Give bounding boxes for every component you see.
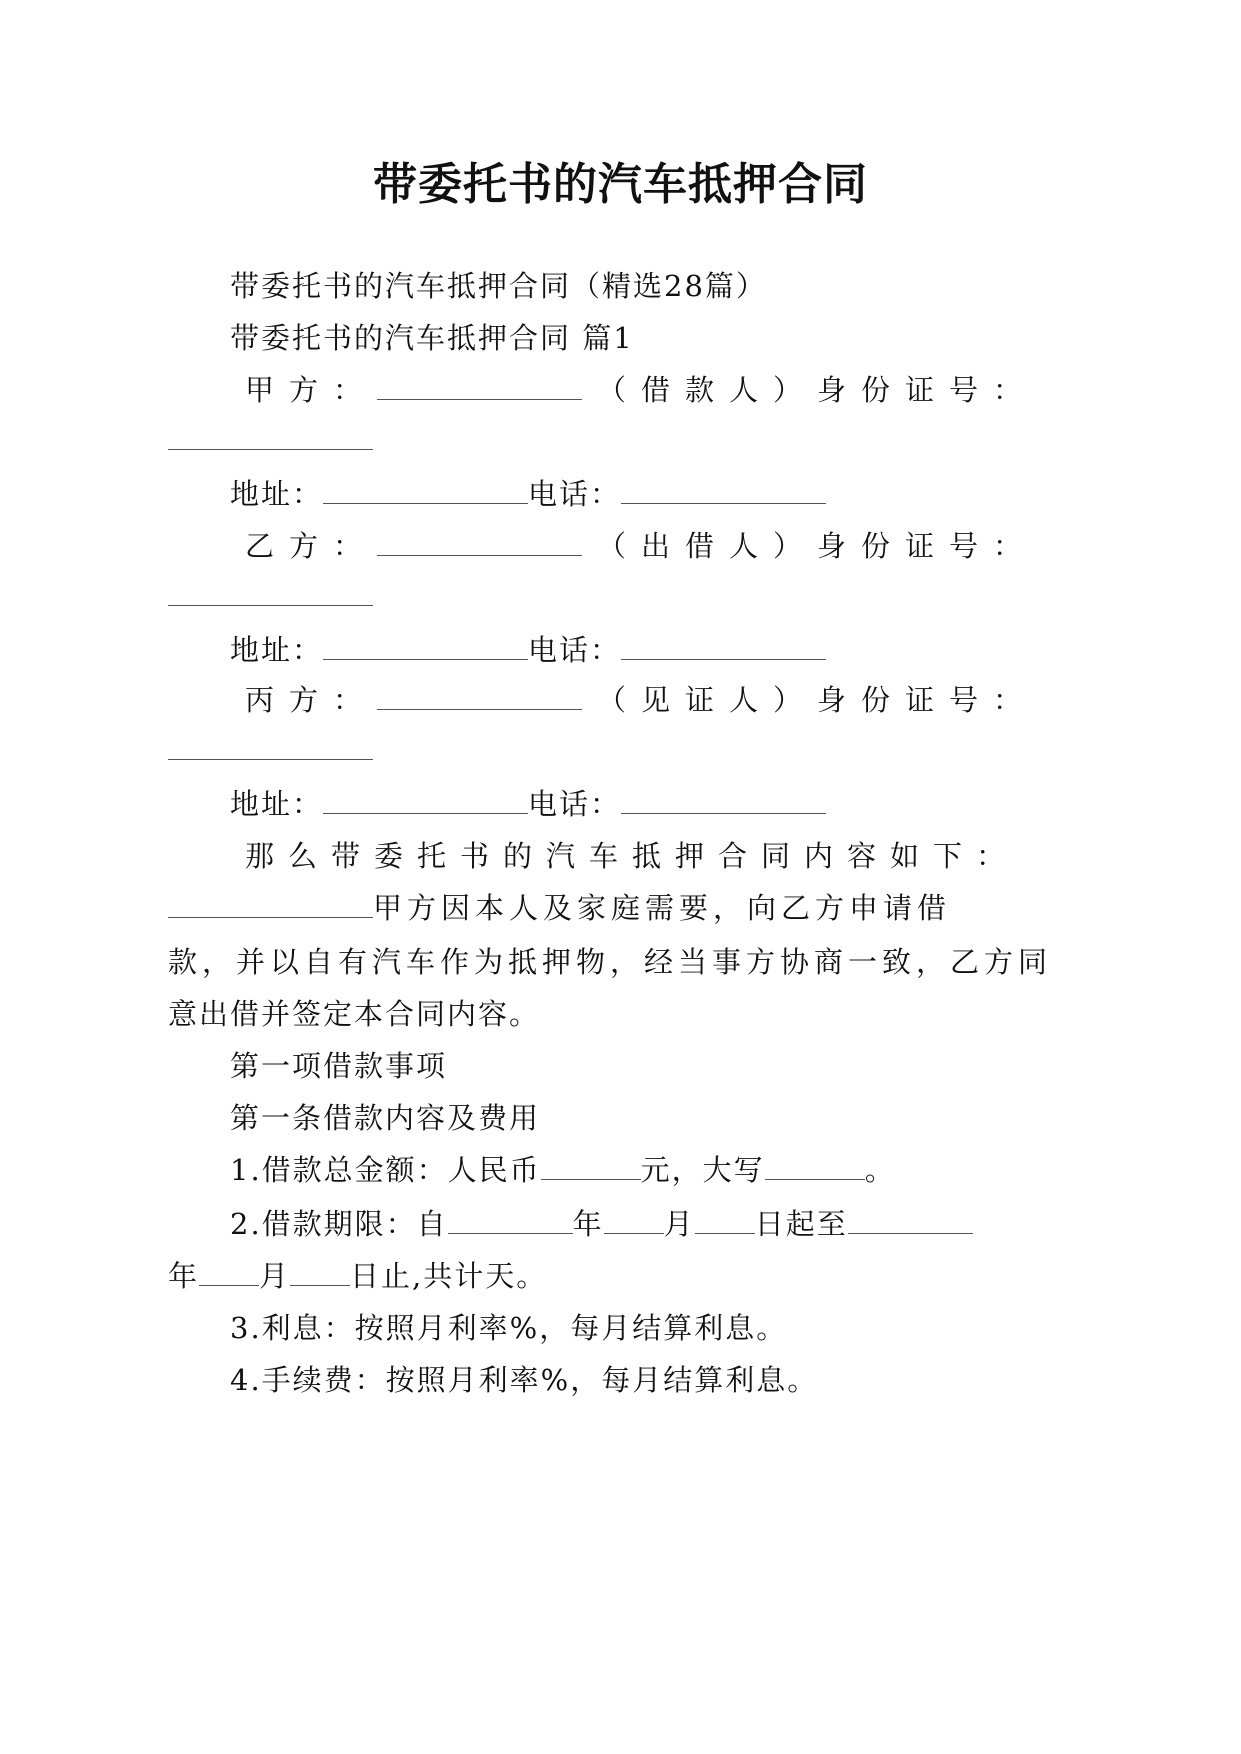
party-c-id-line <box>168 730 373 770</box>
paragraph-4: 4.手续费：按照月利率%，每月结算利息。 <box>230 1363 819 1397</box>
intro-line-1-text: 甲方因本人及家庭需要，向乙方申请借 <box>373 891 952 925</box>
page-title: 带委托书的汽车抵押合同 <box>373 159 868 210</box>
end-month-blank <box>199 1259 259 1286</box>
party-b-address-blank <box>323 633 528 660</box>
intro-line-1 <box>168 888 951 928</box>
party-a-contact-line <box>230 474 826 514</box>
party-a-id-blank <box>168 423 373 450</box>
party-c-line <box>245 680 1037 720</box>
party-c-phone-label: 电话： <box>528 787 622 821</box>
start-day-blank <box>695 1207 755 1234</box>
paragraph-2-continued <box>168 1256 547 1296</box>
party-b-line <box>245 526 1037 566</box>
article-clause: 第一条借款内容及费用 <box>230 1101 541 1135</box>
party-c-label: 丙方： <box>245 683 378 717</box>
party-a-address-label: 地址： <box>230 477 324 511</box>
party-a-phone-label: 电话： <box>528 477 622 511</box>
paragraph-1-a: 1.借款总金额：人民币 <box>230 1153 541 1187</box>
party-a-address-blank <box>323 477 528 504</box>
paragraph-1-c: 。 <box>864 1153 896 1187</box>
party-c-name-blank <box>377 683 582 710</box>
end-day-blank <box>290 1259 350 1286</box>
paragraph-1-b: 元，大写 <box>640 1153 765 1187</box>
party-c-id-blank <box>168 733 373 760</box>
party-b-name-blank <box>377 529 582 556</box>
party-a-phone-blank <box>621 477 826 504</box>
party-a-role: （借款人）身份证号： <box>597 373 1038 407</box>
loan-amount-blank <box>541 1153 641 1180</box>
party-a-id-line <box>168 420 373 460</box>
end-year-blank <box>848 1207 973 1234</box>
paragraph-3: 3.利息：按照月利率%，每月结算利息。 <box>230 1311 788 1345</box>
start-year-blank <box>448 1207 573 1234</box>
intro-line-3: 意出借并签定本合同内容。 <box>168 997 541 1031</box>
loan-amount-words-blank <box>765 1153 865 1180</box>
intro-line-2: 款，并以自有汽车作为抵押物，经当事方协商一致，乙方同 <box>168 945 1053 979</box>
party-b-contact-line <box>230 630 826 670</box>
paragraph-2-month2: 月 <box>259 1259 291 1293</box>
party-b-phone-blank <box>621 633 826 660</box>
paragraph-1 <box>230 1150 896 1190</box>
party-b-label: 乙方： <box>245 529 378 563</box>
paragraph-2-month: 月 <box>663 1207 695 1241</box>
paragraph-2-day-to: 日起至 <box>754 1207 848 1241</box>
paragraph-2-year: 年 <box>572 1207 604 1241</box>
intro-blank <box>168 891 373 918</box>
paragraph-2 <box>230 1204 973 1244</box>
paragraph-2-year2: 年 <box>168 1259 200 1293</box>
party-a-line <box>245 370 1037 410</box>
party-c-phone-blank <box>621 787 826 814</box>
section-heading: 带委托书的汽车抵押合同 篇1 <box>230 321 634 355</box>
party-b-phone-label: 电话： <box>528 633 622 667</box>
party-a-name-blank <box>377 373 582 400</box>
paragraph-2-end: 日止,共计天。 <box>350 1259 548 1293</box>
subtitle: 带委托书的汽车抵押合同（精选28篇） <box>230 269 767 303</box>
article-item: 第一项借款事项 <box>230 1049 448 1083</box>
party-c-role: （见证人）身份证号： <box>597 683 1038 717</box>
party-b-id-blank <box>168 579 373 606</box>
party-b-address-label: 地址： <box>230 633 324 667</box>
paragraph-2-a: 2.借款期限：自 <box>230 1207 448 1241</box>
party-c-address-blank <box>323 787 528 814</box>
intro-lead: 那么带委托书的汽车抵押合同内容如下： <box>245 839 1020 873</box>
party-a-label: 甲方： <box>245 373 378 407</box>
party-b-role: （出借人）身份证号： <box>597 529 1038 563</box>
party-b-id-line <box>168 576 373 616</box>
party-c-address-label: 地址： <box>230 787 324 821</box>
start-month-blank <box>604 1207 664 1234</box>
party-c-contact-line <box>230 784 826 824</box>
